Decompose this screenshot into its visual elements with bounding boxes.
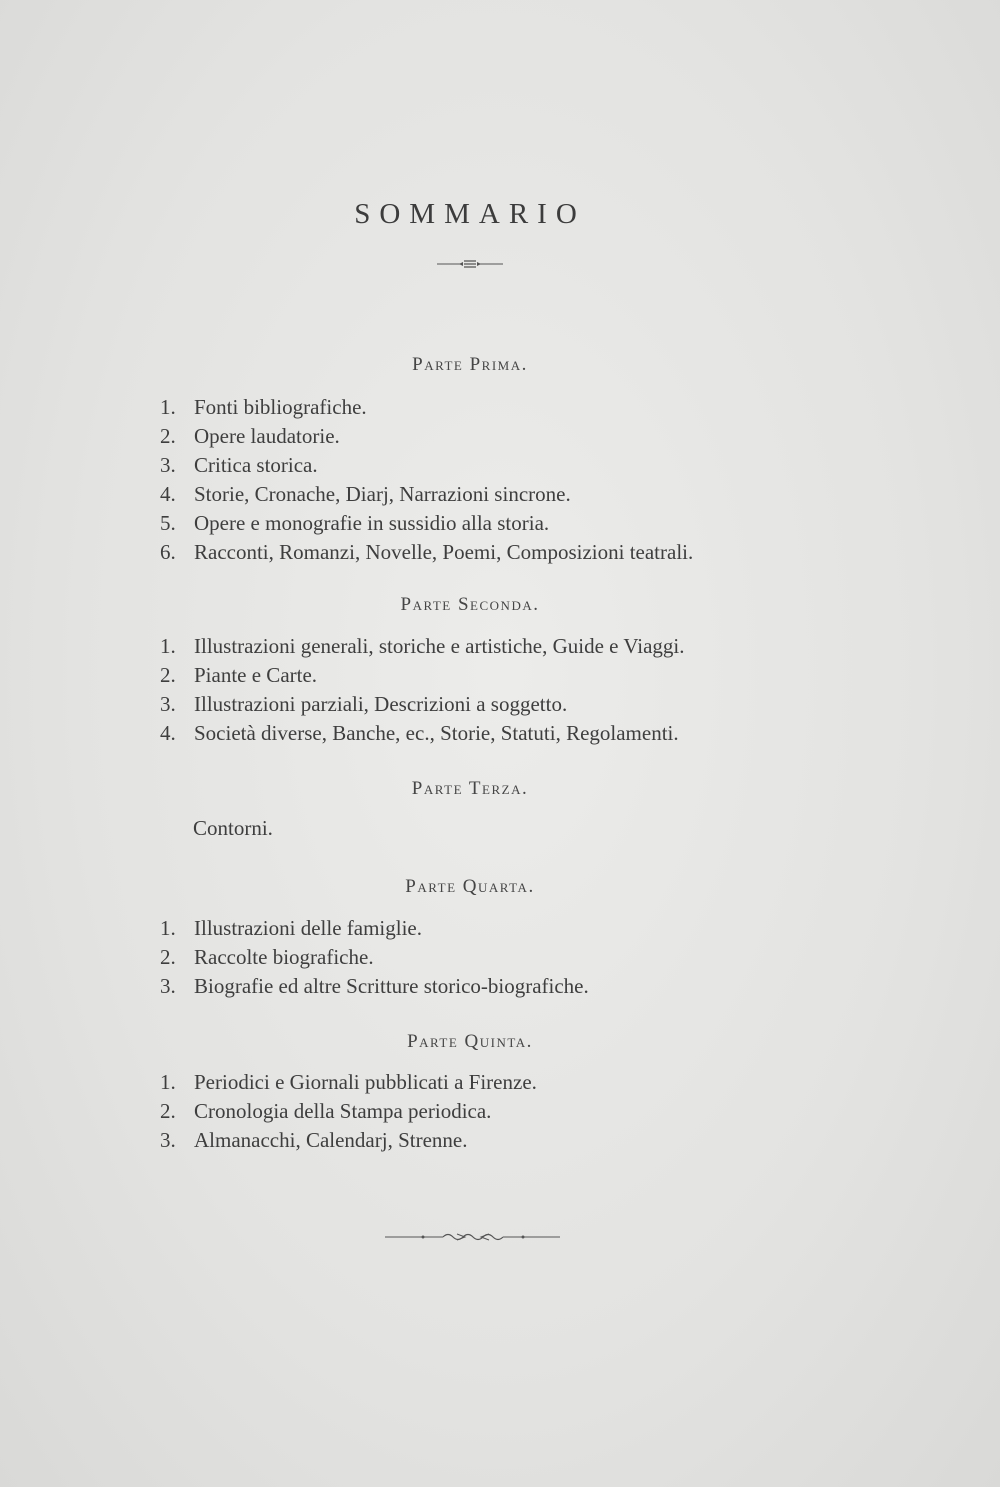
list-item: 4. Storie, Cronache, Diarj, Narrazioni sincrone. (160, 482, 571, 506)
section-heading-parte-seconda: Parte Seconda. (400, 594, 540, 615)
contorni-note: Contorni. (193, 816, 273, 840)
list-item: 3. Biografie ed altre Scritture storico-biografiche. (160, 974, 589, 998)
entries-parte-seconda (160, 632, 685, 748)
list-item: 3. Critica storica. (160, 453, 318, 477)
list-item: 1. Illustrazioni delle famiglie. (160, 916, 423, 940)
list-item: 2. Raccolte biografiche. (160, 945, 374, 969)
list-item: 1. Fonti bibliografiche. (160, 395, 367, 419)
entries-parte-prima (160, 393, 693, 567)
list-item: 3. Illustrazioni parziali, Descrizioni a soggetto. (160, 692, 568, 716)
section-heading-parte-quarta: Parte Quarta. (405, 876, 535, 897)
section-heading-parte-terza: Parte Terza. (411, 778, 529, 799)
page-title: SOMMARIO (354, 198, 586, 230)
list-item: 2. Piante e Carte. (160, 663, 318, 687)
entries-parte-quinta (160, 1068, 537, 1155)
list-item: 3. Almanacchi, Calendarj, Strenne. (160, 1128, 468, 1152)
section-heading-parte-quinta: Parte Quinta. (407, 1031, 533, 1052)
list-item: 6. Racconti, Romanzi, Novelle, Poemi, Composizioni teatrali. (160, 540, 694, 564)
list-item: 2. Opere laudatorie. (160, 424, 340, 448)
section-heading-parte-prima: Parte Prima. (412, 354, 528, 375)
top-ornament-icon (437, 258, 503, 270)
list-item: 2. Cronologia della Stampa periodica. (160, 1099, 492, 1123)
list-item: 1. Periodici e Giornali pubblicati a Firenze. (160, 1070, 537, 1094)
list-item: 1. Illustrazioni generali, storiche e artistiche, Guide e Viaggi. (160, 634, 685, 658)
list-item: 4. Società diverse, Banche, ec., Storie, Statuti, Regolamenti. (160, 721, 679, 745)
bottom-ornament-icon (385, 1230, 560, 1244)
entries-parte-quarta (160, 914, 589, 1001)
list-item: 5. Opere e monografie in sussidio alla storia. (160, 511, 550, 535)
